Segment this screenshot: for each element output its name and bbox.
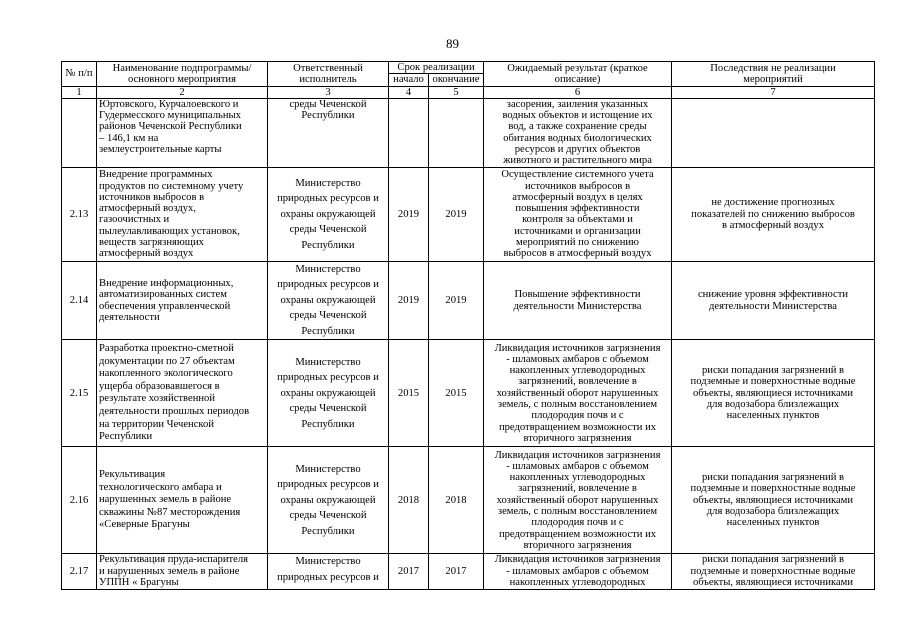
- row-name: Рекультивация пруда-испарителя и нарушенных земель в районе УППН « Брагуны: [97, 554, 268, 590]
- row-consequences: риски попадания загрязнений в подземные и поверхностные водные объекты, являющиеся источниками для водозабора близлежащих населенных пунктов: [672, 447, 875, 554]
- column-numbers-row: [62, 86, 875, 98]
- row-start: 2019: [389, 167, 429, 261]
- row-end: 2019: [429, 167, 484, 261]
- page-number: 89: [446, 36, 459, 51]
- row-end: [429, 98, 484, 167]
- row-end: 2019: [429, 261, 484, 340]
- table-row: [62, 167, 875, 261]
- row-result: Повышение эффективности деятельности Министерства: [484, 261, 672, 340]
- row-num: [62, 98, 97, 167]
- header-responsible: Ответственный исполнитель: [268, 62, 389, 87]
- row-consequences: риски попадания загрязнений в подземные и поверхностные водные объекты, являющиеся источниками: [672, 554, 875, 590]
- row-num: 2.16: [62, 447, 97, 554]
- row-consequences: снижение уровня эффективности деятельности Министерства: [672, 261, 875, 340]
- table-row: [62, 447, 875, 554]
- header-consequences: Последствия не реализации мероприятий: [672, 62, 875, 87]
- row-responsible: Министерство природных ресурсов и: [268, 554, 389, 590]
- row-consequences: [672, 98, 875, 167]
- row-start: 2019: [389, 261, 429, 340]
- program-table: [61, 61, 875, 590]
- row-num: 2.14: [62, 261, 97, 340]
- row-responsible: среды Чеченской Республики: [268, 98, 389, 167]
- row-consequences: риски попадания загрязнений в подземные и поверхностные водные объекты, являющиеся источниками для водозабора близлежащих населенных пунктов: [672, 340, 875, 447]
- row-responsible: Министерство природных ресурсов и охраны окружающей среды Чеченской Республики: [268, 447, 389, 554]
- row-end: 2018: [429, 447, 484, 554]
- row-num: 2.13: [62, 167, 97, 261]
- row-responsible: Министерство природных ресурсов и охраны окружающей среды Чеченской Республики: [268, 340, 389, 447]
- table-row: [62, 340, 875, 447]
- row-name: Внедрение информационных, автоматизированных систем обеспечения управленческой деятельности: [97, 261, 268, 340]
- header-num: № п/п: [62, 62, 97, 87]
- column-number: 5: [429, 86, 484, 98]
- row-consequences: не достижение прогнозных показателей по снижению выбросов в атмосферный воздух: [672, 167, 875, 261]
- header-period: Срок реализации: [389, 62, 484, 74]
- row-name: Юртовского, Курчалоевского и Гудермесского муниципальных районов Чеченской Республики – 146,1 км на землеустроительные карты: [97, 98, 268, 167]
- column-number: 3: [268, 86, 389, 98]
- row-num: 2.15: [62, 340, 97, 447]
- row-start: 2018: [389, 447, 429, 554]
- header-start: начало: [389, 74, 429, 86]
- row-start: 2015: [389, 340, 429, 447]
- row-result: Ликвидация источников загрязнения - шламовых амбаров с объемом накопленных углеводородных загрязнений, вовлечение в хозяйственный оборот нарушенных земель, с полным восстановлением плодородия почв и с предотвращением возможности их вторичного загрязнения: [484, 340, 672, 447]
- column-number: 4: [389, 86, 429, 98]
- row-responsible: Министерство природных ресурсов и охраны окружающей среды Чеченской Республики: [268, 261, 389, 340]
- row-num: 2.17: [62, 554, 97, 590]
- row-responsible: Министерство природных ресурсов и охраны окружающей среды Чеченской Республики: [268, 167, 389, 261]
- row-end: 2017: [429, 554, 484, 590]
- row-end: 2015: [429, 340, 484, 447]
- row-name: Внедрение программных продуктов по системному учету источников выбросов в атмосферный воздух, газоочистных и пылеулавливающих установок, веществ загрязняющих атмосферный воздух: [97, 167, 268, 261]
- header-row: [62, 62, 875, 74]
- column-number: 7: [672, 86, 875, 98]
- row-result: Ликвидация источников загрязнения - шламовых амбаров с объемом накопленных углеводородных: [484, 554, 672, 590]
- table-row: [62, 98, 875, 167]
- table-row: [62, 554, 875, 590]
- header-result: Ожидаемый результат (краткое описание): [484, 62, 672, 87]
- table-row: [62, 261, 875, 340]
- row-name: Разработка проектно-сметной документации по 27 объектам накопленного экологического ущерба образовавшегося в результате хозяйственной деятельности прошлых периодов на территории Чеченской Республики: [97, 340, 268, 447]
- header-end: окончание: [429, 74, 484, 86]
- row-result: Осуществление системного учета источников выбросов в атмосферный воздух в целях повышения эффективности контроля за объектами и источниками и организации мероприятий по снижению выбросов в атмосферный воздух: [484, 167, 672, 261]
- row-start: 2017: [389, 554, 429, 590]
- row-name: Рекультивация технологического амбара и нарушенных земель в районе скважины №87 месторождения «Северные Брагуны: [97, 447, 268, 554]
- column-number: 1: [62, 86, 97, 98]
- column-number: 6: [484, 86, 672, 98]
- row-result: Ликвидация источников загрязнения - шламовых амбаров с объемом накопленных углеводородных загрязнений, вовлечение в хозяйственный оборот нарушенных земель, с полным восстановлением плодородия почв и с предотвращением возможности их вторичного загрязнения: [484, 447, 672, 554]
- column-number: 2: [97, 86, 268, 98]
- row-start: [389, 98, 429, 167]
- row-result: засорения, заиления указанных водных объектов и истощение их вод, а также сохранение среды обитания водных биологических ресурсов и других объектов животного и растительного мира: [484, 98, 672, 167]
- header-name: Наименование подпрограммы/ основного мероприятия: [97, 62, 268, 87]
